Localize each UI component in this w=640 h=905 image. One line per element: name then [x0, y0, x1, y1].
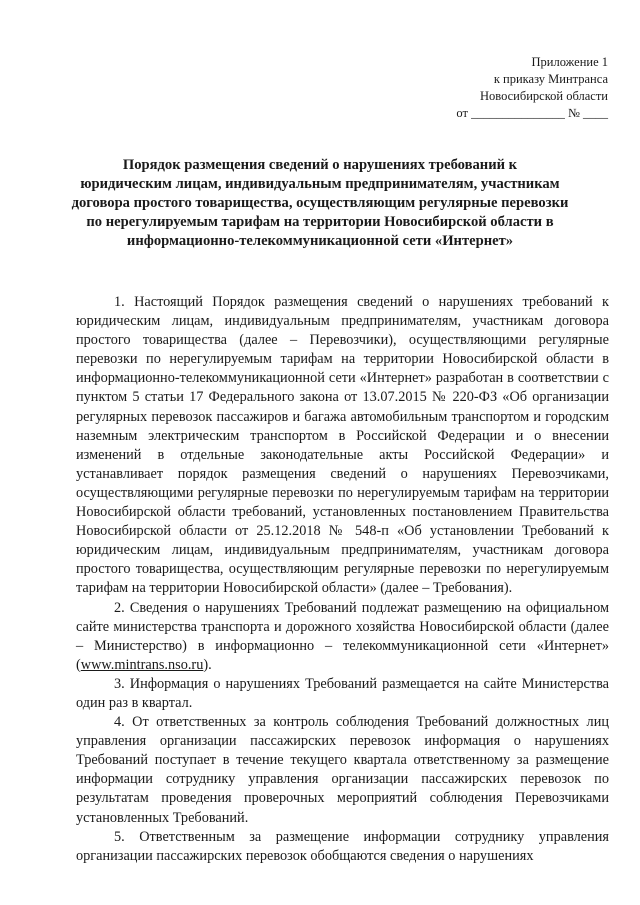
paragraph-2-end: ). [203, 656, 212, 673]
paragraph-1: 1. Настоящий Порядок размещения сведений о нарушениях требований к юридическим лицам, индивидуальным предпринимателям, участникам договора простого товарищества (далее – Перевозчики), осуществляющими регулярные перевозки по нерегулируемым тарифам на территории Новосибирской области в информационно-телекоммуникационной сети «Интернет» разработан в соответствии с пунктом 5 статьи 17 Федерального закона от 13.07.2015 № 220-ФЗ «Об организации регулярных перевозок пассажиров и багажа автомобильным транспортом и городским наземным электрическим транспортом в Российской Федерации и о внесении изменений в отдельные законодательные акты Российской Федерации» и устанавливает порядок размещения сведений о нарушениях Перевозчиками, осуществляющими регулярные перевозки по нерегулируемым тарифам на территории Новосибирской области требований, установленных постановлением Правительства Новосибирской области от 25.12.2018 № 548-п «Об установлении Требований к юридическим лицам, индивидуальным предпринимателям, участникам договора простого товарищества, осуществляющим регулярные перевозки по нерегулируемым тарифам на территории Новосибирской области» (далее – Требования). [76, 294, 609, 597]
title-line: Порядок размещения сведений о нарушениях требований к [122, 157, 518, 173]
paragraph-2 [76, 599, 609, 675]
title-line: договора простого товарищества, осуществляющим регулярные перевозки [71, 195, 569, 211]
appendix-order-line: от _______________ № ____ [456, 106, 608, 120]
title-line: по нерегулируемым тарифам на территории Новосибирской области в [86, 214, 554, 230]
paragraph-4: 4. От ответственных за контроль соблюдения Требований должностных лиц управления организации пассажирских перевозок информация о нарушениях Требований поступает в течение текущего квартала ответственному за размещение информации сотруднику управления организации пассажирских перевозок по результатам проведения проверочных мероприятий соблюдения Перевозчиками установленных Требований. [76, 714, 609, 826]
appendix-line: к приказу Минтранса [493, 72, 608, 86]
ministry-site-link[interactable]: www.mintrans.nso.ru [80, 656, 204, 673]
appendix-line: Приложение 1 [531, 55, 608, 69]
document-title [60, 156, 580, 251]
paragraph-2-text: 2. Сведения о нарушениях Требований подлежат размещению на официальном сайте министерства транспорта и дорожного хозяйства Новосибирской области (далее – Министерство) в информационно – телекоммуникационной сети «Интернет» ( [76, 599, 609, 673]
paragraph-3: 3. Информация о нарушениях Требований размещается на сайте Министерства один раз в квартал. [76, 675, 609, 711]
title-line: информационно-телекоммуникационной сети «Интернет» [126, 233, 514, 249]
appendix-line: Новосибирской области [479, 89, 608, 103]
appendix-header [440, 54, 608, 122]
document-body [76, 293, 609, 866]
title-line: юридическим лицам, индивидуальным предпринимателям, участникам [80, 176, 560, 192]
paragraph-5: 5. Ответственным за размещение информации сотруднику управления организации пассажирских перевозок обобщаются сведения о нарушениях [76, 828, 609, 864]
